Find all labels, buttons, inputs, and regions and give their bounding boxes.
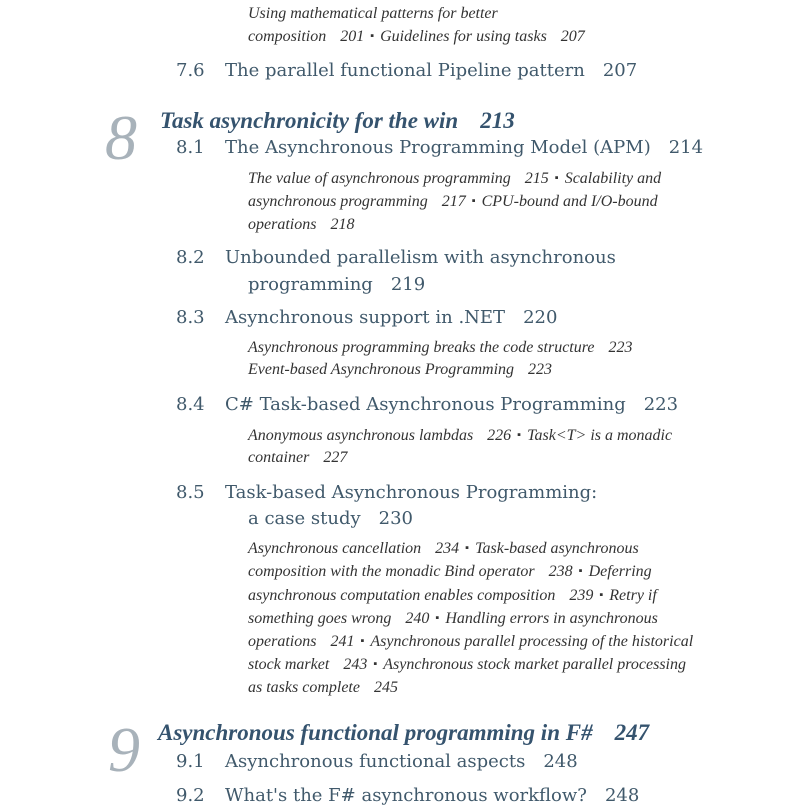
- toc-subentries-8-5: Asynchronous cancellation 234 ▪ Task-based asynchronous composition with the monadic Bind operator 238 ▪ Deferring asynchronous computation enables composition 239 ▪ Retry if something goes wrong 240 ▪ Handling errors in asynchronous operations 241 ▪ Asynchronous parallel processing of the historical stock market 243 ▪ Asynchronous stock market parallel processing as tasks complete 245: [248, 540, 694, 696]
- chapter-title: Asynchronous functional programming in F#: [158, 720, 593, 745]
- toc-subentries-8-1: The value of asynchronous programming 215 ▪ Scalability and asynchronous programming 217 ▪ CPU-bound and I/O-bound operations 218: [248, 170, 662, 233]
- bullet-icon: ▪: [599, 588, 604, 601]
- page-number: 207: [602, 60, 638, 81]
- page-number: 223: [643, 394, 679, 415]
- section-title: Task-based Asynchronous Programming:: [225, 482, 598, 503]
- section-title: programming: [248, 274, 373, 295]
- section-title: Asynchronous functional aspects: [225, 751, 526, 772]
- bullet-icon: ▪: [471, 195, 476, 208]
- bullet-icon: ▪: [360, 635, 365, 648]
- section-title: The Asynchronous Programming Model (APM): [225, 137, 651, 158]
- section-number: 7.6: [176, 60, 205, 81]
- section-title: The parallel functional Pipeline pattern: [225, 60, 585, 81]
- section-number: 8.3: [176, 307, 205, 328]
- subentry-text: composition: [248, 28, 327, 46]
- subentry-text: Guidelines for using tasks: [380, 28, 547, 46]
- bullet-icon: ▪: [465, 542, 470, 554]
- chapter-number: 8: [105, 102, 137, 173]
- bullet-icon: ▪: [554, 172, 559, 184]
- section-number: 8.1: [176, 137, 205, 158]
- page-number: 247: [614, 720, 650, 745]
- page-number: 214: [668, 137, 704, 158]
- bullet-icon: ▪: [435, 611, 440, 624]
- toc-subentries-8-3: Asynchronous programming breaks the code structure 223 Event-based Asynchronous Programming 223: [248, 339, 633, 379]
- section-number: 8.2: [176, 247, 205, 268]
- page-number: 248: [543, 751, 578, 772]
- page-number: 207: [560, 28, 585, 46]
- chapter-title: Task asynchronicity for the win: [160, 108, 459, 133]
- page-number: 213: [480, 108, 515, 133]
- bullet-icon: ▪: [373, 658, 378, 671]
- bullet-icon: ▪: [370, 30, 375, 43]
- section-title: a case study: [248, 508, 361, 529]
- toc-subentries-8-4: Anonymous asynchronous lambdas 226 ▪ Task<T> is a monadic container 227: [248, 427, 673, 467]
- page-number: 201: [340, 28, 365, 46]
- section-title: Unbounded parallelism with asynchronous: [225, 247, 616, 268]
- bullet-icon: ▪: [517, 429, 522, 441]
- subentry-text: Using mathematical patterns for better: [248, 5, 498, 22]
- section-number: 8.5: [176, 482, 205, 503]
- bullet-icon: ▪: [578, 565, 583, 578]
- section-title: C# Task-based Asynchronous Programming: [225, 394, 626, 415]
- section-title: Asynchronous support in .NET: [225, 307, 506, 328]
- toc-subentries-7-5: [248, 3, 748, 49]
- page-number: 219: [390, 274, 426, 295]
- section-number: 9.2: [176, 785, 205, 806]
- toc-chapter-8[interactable]: [160, 108, 515, 134]
- page-number: 220: [523, 307, 558, 328]
- chapter-number: 9: [108, 714, 140, 785]
- page-number: 230: [378, 508, 413, 529]
- section-title: What's the F# asynchronous workflow?: [225, 785, 587, 806]
- section-number: 8.4: [176, 394, 205, 415]
- page-number: 248: [604, 785, 640, 806]
- toc-chapter-9[interactable]: [158, 720, 649, 746]
- section-number: 9.1: [176, 751, 205, 772]
